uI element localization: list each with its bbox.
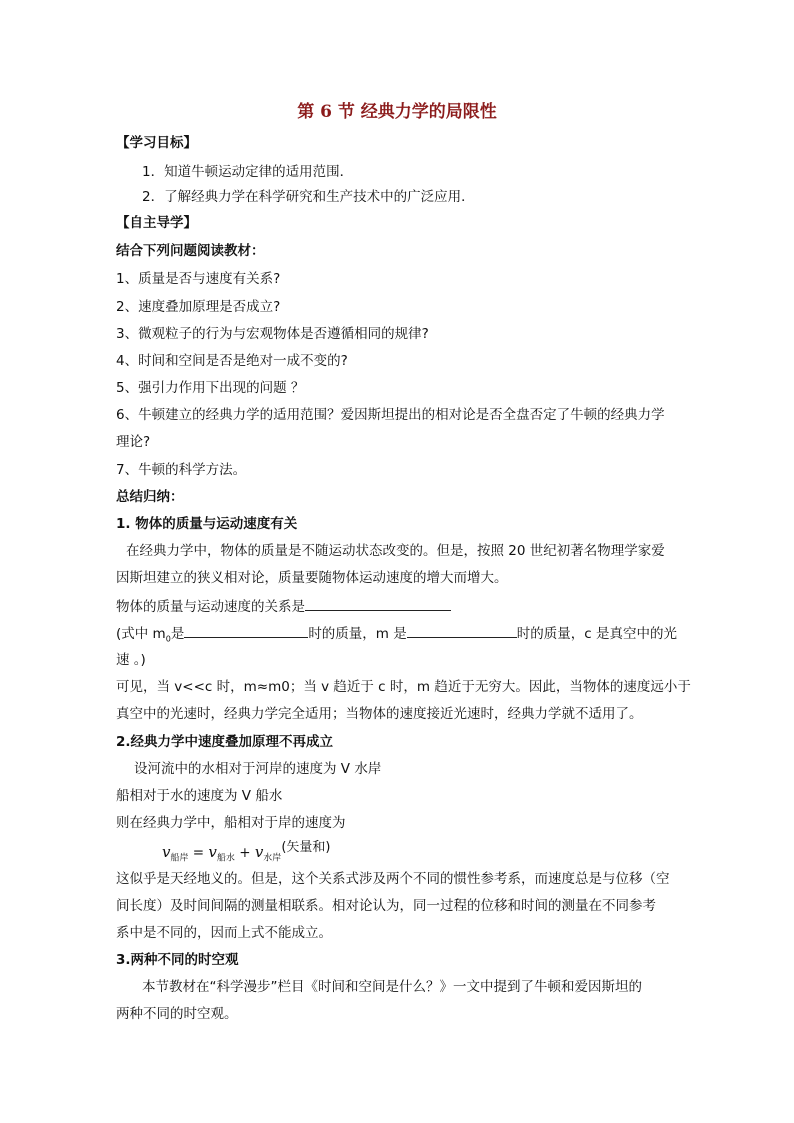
- relation-question: [116, 597, 451, 616]
- question-item-continued: 理论?: [116, 434, 151, 450]
- definition-line-end: 速 。): [116, 652, 146, 668]
- question-item: 6、牛顿建立的经典力学的适用范围？爱因斯坦提出的相对论是否全盘否定了牛顿的经典力学: [116, 407, 665, 423]
- paragraph-line: 船相对于水的速度为 V 船水: [116, 788, 283, 804]
- section3-heading: 3.两种不同的时空观: [116, 952, 239, 968]
- question-item: 2、速度叠加原理是否成立?: [116, 299, 281, 315]
- paragraph-line: 因斯坦建立的狭义相对论，质量要随物体运动速度的增大而增大。: [116, 570, 508, 586]
- relation-label: 物体的质量与运动速度的关系是: [116, 599, 305, 615]
- vector-sum-note: (矢量和): [281, 840, 331, 855]
- self-study-intro: 结合下列问题阅读教材：: [116, 243, 265, 259]
- goal-item: 1．知道牛顿运动定律的适用范围．: [142, 164, 354, 180]
- question-item: 7、牛顿的科学方法。: [116, 462, 247, 478]
- paragraph-line: 本节教材在“科学漫步”栏目《时间和空间是什么？》一文中提到了牛顿和爱因斯坦的: [142, 979, 642, 995]
- paragraph-line: 两种不同的时空观。: [116, 1006, 238, 1022]
- velocity-formula: $v_{船岸} = v_{船水} + v_{水岸}$(矢量和): [162, 840, 331, 864]
- answer-blank[interactable]: [407, 624, 517, 638]
- paragraph-line: 设河流中的水相对于河岸的速度为 V 水岸: [134, 761, 382, 777]
- paragraph-line: 真空中的光速时，经典力学完全适用；当物体的速度接近光速时，经典力学就不适用了。: [116, 706, 643, 722]
- learning-goals-heading: 【学习目标】: [116, 135, 197, 151]
- question-item: 4、时间和空间是否是绝对一成不变的?: [116, 353, 348, 369]
- paragraph-line: 系中是不同的，因而上式不能成立。: [116, 925, 332, 941]
- section1-heading: 1. 物体的质量与运动速度有关: [116, 516, 298, 532]
- paragraph-line: 则在经典力学中，船相对于岸的速度为: [116, 815, 346, 831]
- paragraph-line: 这似乎是天经地义的。但是，这个关系式涉及两个不同的惯性参考系，而速度总是与位移（空: [116, 871, 670, 887]
- section2-heading: 2.经典力学中速度叠加原理不再成立: [116, 734, 334, 750]
- answer-blank[interactable]: [305, 597, 451, 611]
- page-title: 第 6 节 经典力学的局限性: [297, 102, 497, 122]
- question-item: 1、质量是否与速度有关系?: [116, 271, 281, 287]
- paragraph-line: 在经典力学中，物体的质量是不随运动状态改变的。但是，按照 20 世纪初著名物理学家爱: [126, 543, 665, 559]
- self-study-heading: 【自主导学】: [116, 215, 197, 231]
- paragraph-line: 可见，当 v<<c 时，m≈m0；当 v 趋近于 c 时，m 趋近于无穷大。因此，当物体的速度远小于: [116, 679, 691, 695]
- answer-blank[interactable]: [184, 624, 308, 638]
- summary-heading: 总结归纳：: [116, 489, 184, 505]
- paragraph-line: 间长度）及时间间隔的测量相联系。相对论认为，同一过程的位移和时间的测量在不同参考: [116, 898, 656, 914]
- goal-item: 2．了解经典力学在科学研究和生产技术中的广泛应用．: [142, 189, 475, 205]
- question-item: 5、强引力作用下出现的问题 ？: [116, 380, 305, 396]
- definition-line: (式中 $m_0$是 时的质量，m 是 时的质量，c 是真空中的光: [116, 626, 677, 644]
- question-item: 3、微观粒子的行为与宏观物体是否遵循相同的规律?: [116, 326, 429, 342]
